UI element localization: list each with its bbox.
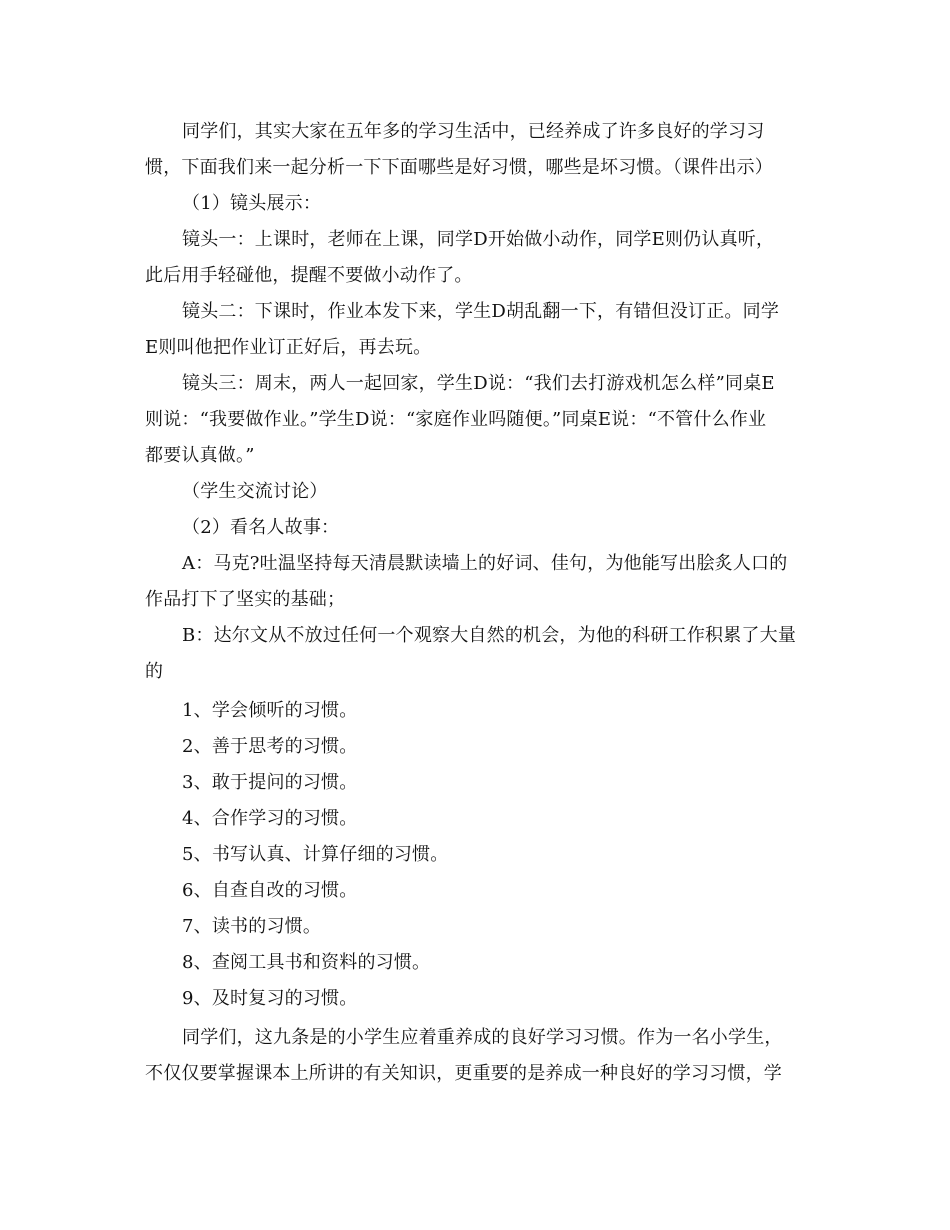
list-item: 8、查阅工具书和资料的习惯。 bbox=[182, 952, 431, 973]
paragraph-line: 镜头三：周末，两人一起回家，学生D说：“我们去打游戏机怎么样”同桌E bbox=[182, 373, 775, 394]
list-item: 2、善于思考的习惯。 bbox=[182, 736, 358, 757]
paragraph-line: 的 bbox=[145, 661, 164, 682]
paragraph-line: （学生交流讨论） bbox=[182, 481, 328, 502]
paragraph-line: 此后用手轻碰他，提醒不要做小动作了。 bbox=[145, 265, 473, 286]
list-item: 6、自查自改的习惯。 bbox=[182, 880, 358, 901]
list-item: 7、读书的习惯。 bbox=[182, 916, 322, 937]
paragraph-line: 同学们，其实大家在五年多的学习生活中，已经养成了许多良好的学习习 bbox=[182, 121, 765, 142]
paragraph-line: 则说：“我要做作业。”学生D说：“家庭作业吗随便。”同桌E说：“不管什么作业 bbox=[145, 409, 767, 430]
paragraph-line: A：马克?吐温坚持每天清晨默读墙上的好词、佳句，为他能写出脍炙人口的 bbox=[182, 553, 788, 574]
list-item: 9、及时复习的习惯。 bbox=[182, 988, 358, 1009]
list-item: 3、敢于提问的习惯。 bbox=[182, 772, 358, 793]
paragraph-line: B：达尔文从不放过任何一个观察大自然的机会，为他的科研工作积累了大量 bbox=[182, 625, 797, 646]
list-item: 1、学会倾听的习惯。 bbox=[182, 700, 358, 721]
section-heading: （2）看名人故事： bbox=[182, 517, 340, 538]
paragraph-line: E则叫他把作业订正好后，再去玩。 bbox=[145, 337, 432, 358]
list-item: 5、书写认真、计算仔细的习惯。 bbox=[182, 844, 449, 865]
paragraph-line: 惯，下面我们来一起分析一下下面哪些是好习惯，哪些是坏习惯。（课件出示） bbox=[145, 157, 773, 178]
paragraph-line: 镜头一：上课时，老师在上课，同学D开始做小动作，同学E则仍认真听， bbox=[182, 229, 775, 250]
paragraph-line: 作品打下了坚实的基础； bbox=[145, 589, 346, 610]
paragraph-line: 镜头二：下课时，作业本发下来，学生D胡乱翻一下，有错但没订正。同学 bbox=[182, 301, 780, 322]
paragraph-line: 同学们，这九条是的小学生应着重养成的良好学习习惯。作为一名小学生， bbox=[182, 1027, 783, 1048]
list-item: 4、合作学习的习惯。 bbox=[182, 808, 358, 829]
section-heading: （1）镜头展示： bbox=[182, 193, 322, 214]
paragraph-line: 不仅仅要掌握课本上所讲的有关知识，更重要的是养成一种良好的学习习惯，学 bbox=[145, 1063, 782, 1084]
paragraph-line: 都要认真做。” bbox=[145, 445, 255, 466]
